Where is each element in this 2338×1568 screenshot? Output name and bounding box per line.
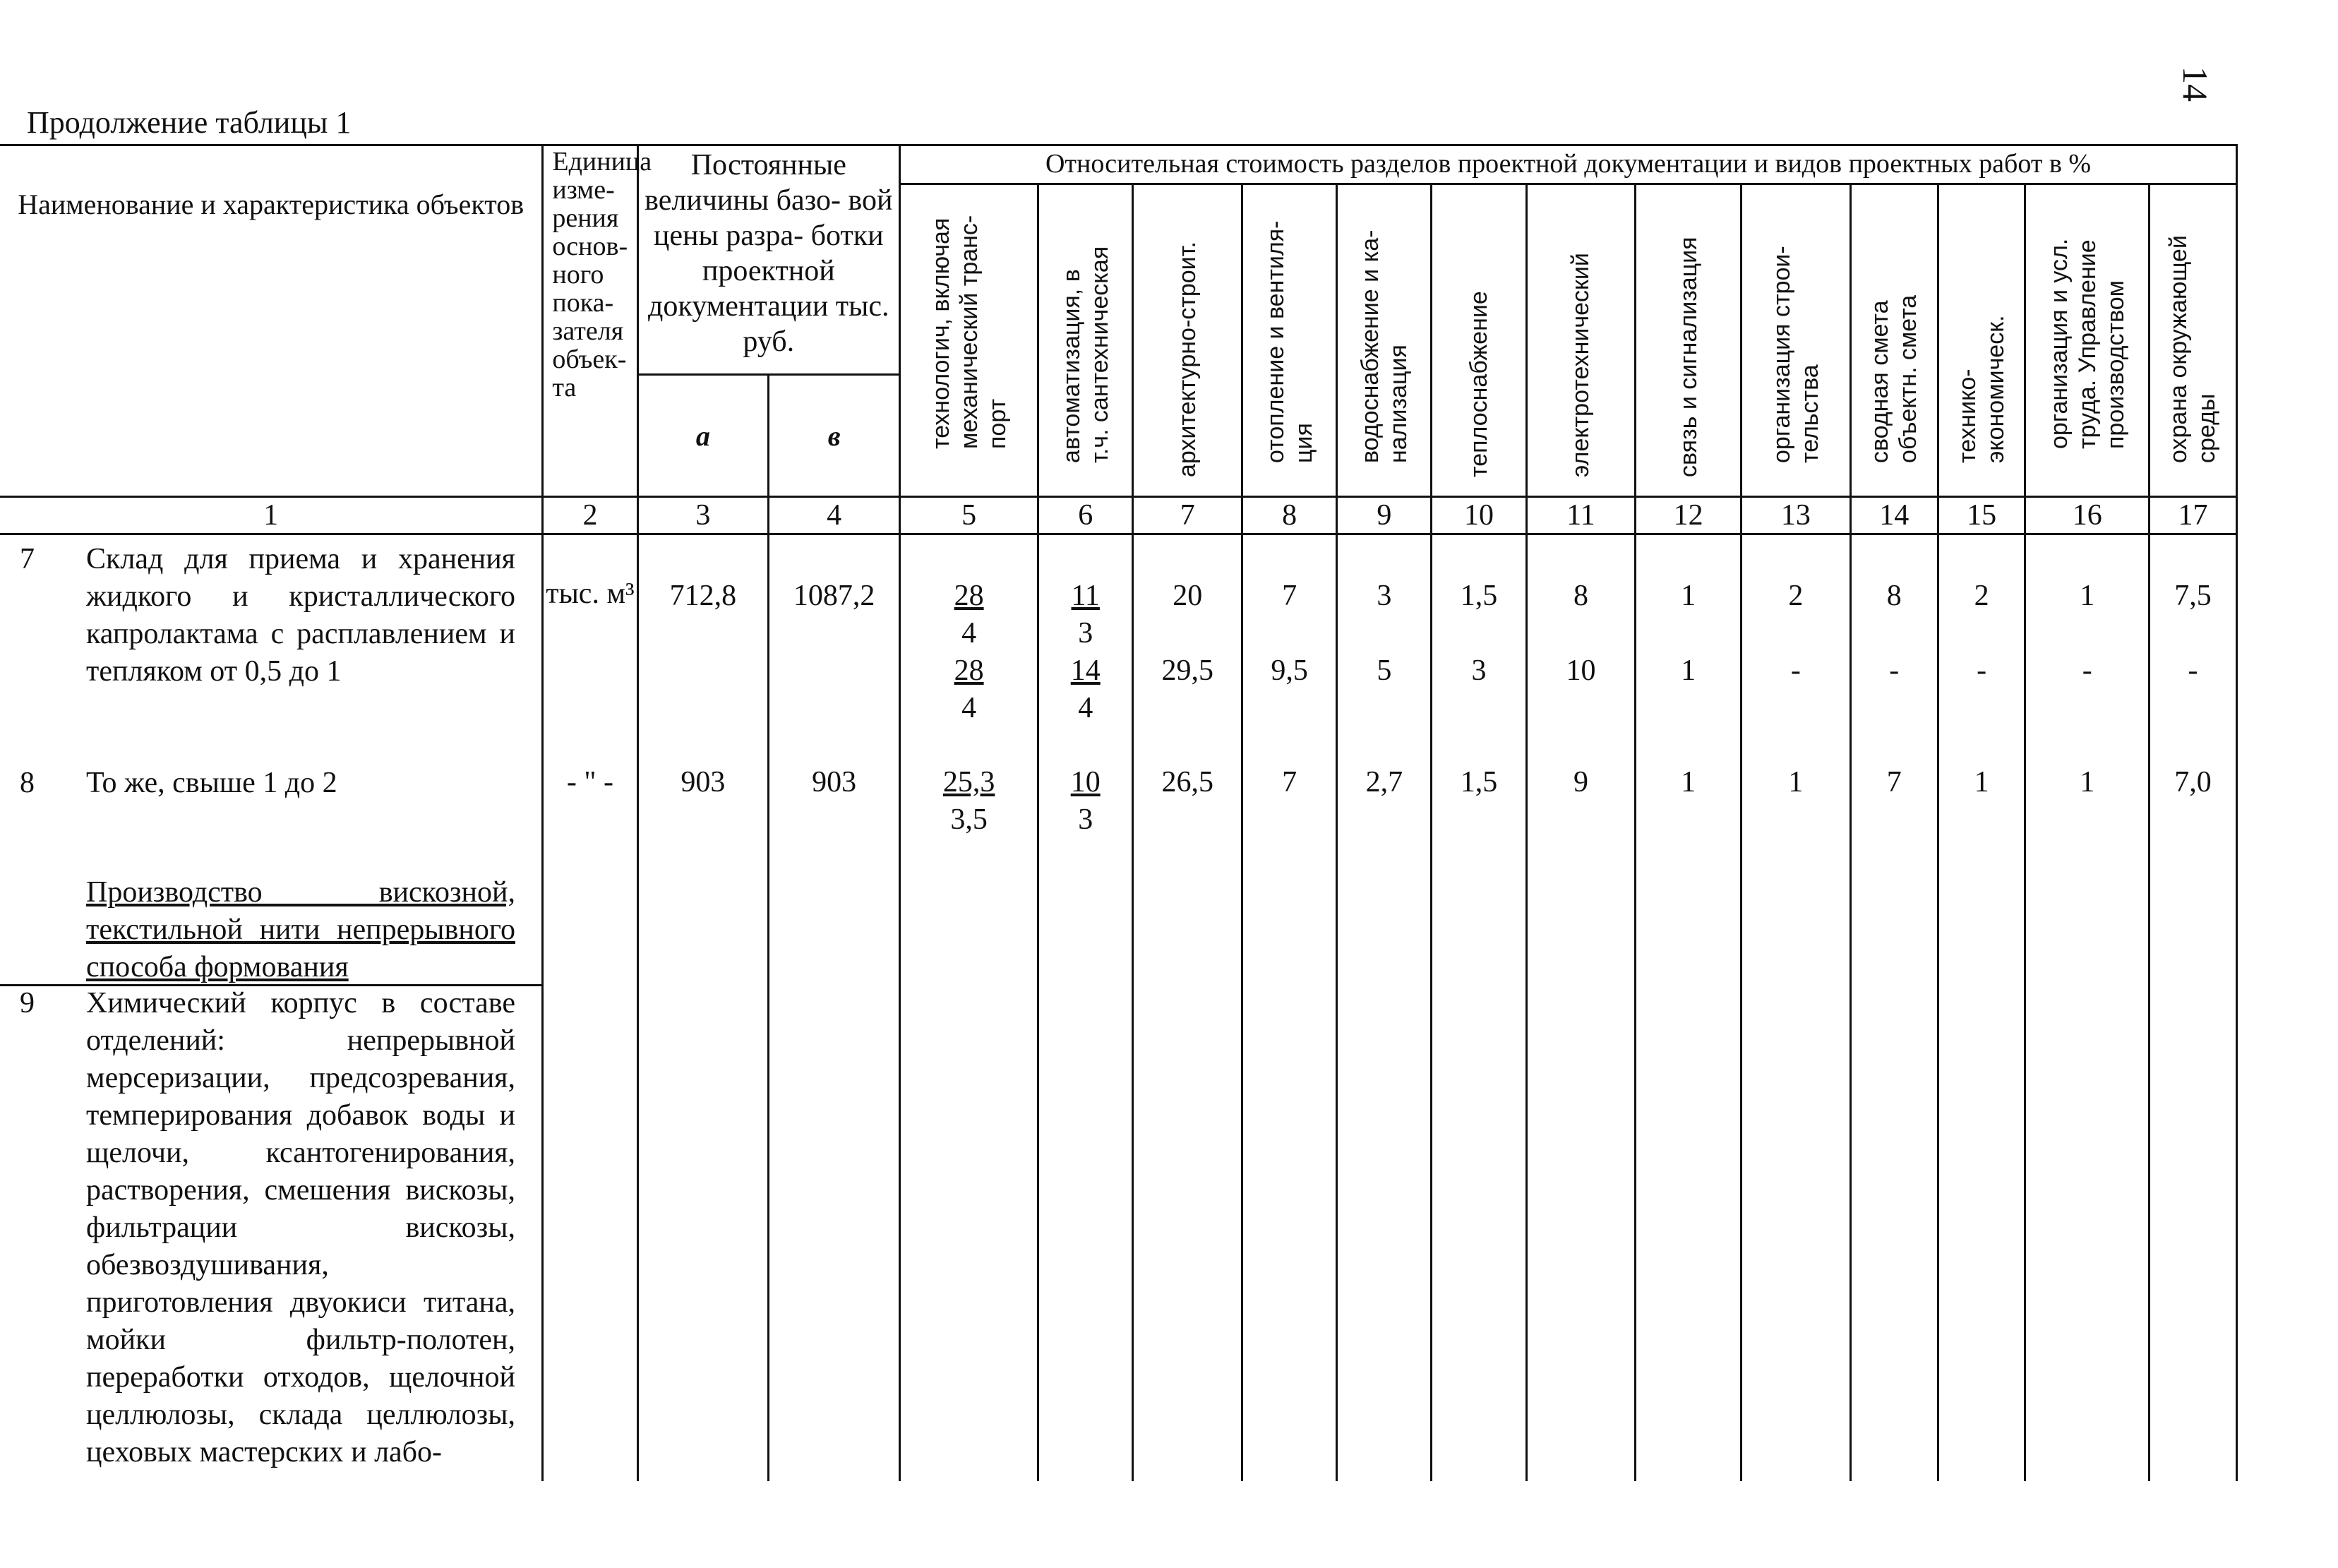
section-header-line: связь и сигнализация xyxy=(1674,237,1702,477)
table-cell xyxy=(769,534,900,1482)
section-header-text xyxy=(1768,246,1824,463)
cell-value: 29,5 xyxy=(1161,654,1213,687)
cell-value: 3 xyxy=(1471,654,1487,687)
section-header-text xyxy=(2164,235,2221,463)
cell-value: 903 xyxy=(681,766,726,798)
section-header-line: т.ч. сантехническая xyxy=(1086,246,1113,463)
column-number: 7 xyxy=(1133,497,1242,534)
section-header-text xyxy=(1953,315,2010,463)
cell-value: 1 xyxy=(2080,580,2095,612)
section-header-12 xyxy=(1636,184,1741,497)
table-row xyxy=(0,534,2237,1482)
table-cell xyxy=(1850,534,1938,1482)
cell-value: - xyxy=(1977,654,1987,687)
section-header-line: производством xyxy=(2102,280,2129,449)
section-header-text xyxy=(1356,230,1413,463)
section-header-line: среды xyxy=(2193,393,2221,463)
cell-value: 3 xyxy=(1377,580,1392,612)
section-header-line: охрана окружающей xyxy=(2165,235,2193,463)
section-header-text xyxy=(1261,221,1318,464)
cell-value: 28 xyxy=(954,580,984,612)
cell-value: 10 xyxy=(1566,654,1596,687)
header-const-a: а xyxy=(637,375,769,497)
table-cell xyxy=(1038,534,1133,1482)
table-caption: Продолжение таблицы 1 xyxy=(27,105,352,140)
section-header-16 xyxy=(2025,184,2149,497)
cell-value: 5 xyxy=(1377,654,1392,687)
column-number: 16 xyxy=(2025,497,2149,534)
section-header-text xyxy=(1173,241,1201,477)
column-number: 6 xyxy=(1038,497,1133,534)
cell-value: 26,5 xyxy=(1161,766,1213,798)
cell-value: 4 xyxy=(961,617,977,650)
row-number: 8 xyxy=(20,767,35,799)
row-name-text: Химический корпус в составе отделений: непрерывной мерсеризации, предсозревания, темперирования добавок воды и щелочи, ксантогенирования, растворения, смешения вискозы, фильтрации вискозы, обезвоздушивания, приготовления двуокиси титана, мойки фильтр-полотен, переработки отходов, щелочной целлюлозы, склада целлюлозы, цеховых мастерских и лабо- xyxy=(86,987,515,1468)
section-header-14 xyxy=(1850,184,1938,497)
section-header-8 xyxy=(1242,184,1337,497)
cell-value: 7 xyxy=(1282,766,1297,798)
cell-value: 7 xyxy=(1886,766,1902,798)
column-number: 9 xyxy=(1337,497,1432,534)
section-header-line: организация и усл. xyxy=(2045,238,2073,449)
section-header-text xyxy=(1674,237,1703,477)
section-header-line: объектн. смета xyxy=(1895,294,1922,463)
cell-value: 3 xyxy=(1078,617,1093,650)
header-row-1 xyxy=(0,145,2237,184)
header-const-b: в xyxy=(769,375,900,497)
cell-value: 1 xyxy=(1681,654,1696,687)
column-number: 17 xyxy=(2149,497,2236,534)
column-number: 8 xyxy=(1242,497,1337,534)
column-number: 11 xyxy=(1526,497,1636,534)
column-number: 4 xyxy=(769,497,900,534)
cell-value: 7 xyxy=(1282,580,1297,612)
section-header-line: нализация xyxy=(1384,345,1412,463)
table-cell xyxy=(1337,534,1432,1482)
section-header-line: ция xyxy=(1290,423,1317,463)
table-cell xyxy=(2149,534,2236,1482)
section-header-line: теплоснабжение xyxy=(1465,291,1492,477)
section-header-line: архитектурно-строит. xyxy=(1174,241,1201,477)
cell-value: 9 xyxy=(1573,766,1588,798)
section-header-text xyxy=(1465,291,1493,477)
table-cell xyxy=(1636,534,1741,1482)
section-header-9 xyxy=(1337,184,1432,497)
section-header-text xyxy=(1566,253,1595,477)
section-header-15 xyxy=(1938,184,2025,497)
section-header-11 xyxy=(1526,184,1636,497)
cell-value: 1 xyxy=(1788,766,1804,798)
cell-value: 8 xyxy=(1573,580,1588,612)
cell-value: 2,7 xyxy=(1365,766,1403,798)
column-number: 12 xyxy=(1636,497,1741,534)
table-cell xyxy=(1432,534,1526,1482)
cell-value: 4 xyxy=(1078,692,1093,724)
table-cell xyxy=(1526,534,1636,1482)
cell-value: 1 xyxy=(1681,580,1696,612)
row-name-text: То же, свыше 1 до 2 xyxy=(86,767,337,799)
section-header-line: сводная смета xyxy=(1866,300,1894,463)
section-header-text xyxy=(2045,239,2130,449)
section-header-10 xyxy=(1432,184,1526,497)
page-number: 14 xyxy=(2176,66,2215,102)
table-cell xyxy=(1242,534,1337,1482)
cell-value: - xyxy=(2082,654,2092,687)
table-cell xyxy=(1938,534,2025,1482)
row-number: 9 xyxy=(20,987,35,1019)
section-header-line: организация строи- xyxy=(1768,246,1795,463)
section-header-line: электротехнический xyxy=(1567,253,1595,477)
cell-value: - xyxy=(1889,654,1900,687)
cell-value: - " - xyxy=(566,766,613,798)
table-cell xyxy=(1133,534,1242,1482)
section-header-line: труда. Управление xyxy=(2073,239,2101,449)
column-number: 15 xyxy=(1938,497,2025,534)
section-header-line: порт xyxy=(983,398,1011,449)
cell-value: 11 xyxy=(1071,580,1100,612)
table-cell xyxy=(2025,534,2149,1482)
section-header-line: водоснабжение и ка- xyxy=(1356,229,1384,463)
section-header-7 xyxy=(1133,184,1242,497)
cell-value: 9,5 xyxy=(1271,654,1308,687)
section-header-line: тельства xyxy=(1796,364,1823,463)
cell-value: 14 xyxy=(1070,654,1101,687)
section-header-line: механический транс- xyxy=(955,215,983,449)
cell-value: 7,5 xyxy=(2174,580,2212,612)
column-number-row xyxy=(0,497,2237,534)
cell-value: 10 xyxy=(1070,766,1101,798)
column-number: 5 xyxy=(900,497,1038,534)
cell-value: 1 xyxy=(1681,766,1696,798)
column-number: 3 xyxy=(637,497,769,534)
cell-value: 20 xyxy=(1173,580,1203,612)
cell-value: 2 xyxy=(1788,580,1804,612)
cell-value: 8 xyxy=(1886,580,1902,612)
column-number: 2 xyxy=(543,497,637,534)
table-cell xyxy=(637,534,769,1482)
row-number: 7 xyxy=(20,543,35,575)
column-number: 14 xyxy=(1850,497,1938,534)
row-divider xyxy=(0,984,541,986)
cell-value: 1,5 xyxy=(1460,766,1498,798)
section-title: Производство вискозной, текстильной нити непрерывного способа формования xyxy=(86,876,515,983)
cell-value: - xyxy=(2188,654,2198,687)
cell-value: 3,5 xyxy=(950,803,988,836)
cell-value: тыс. м³ xyxy=(546,577,635,610)
cell-value: 7,0 xyxy=(2174,766,2212,798)
section-header-line: автоматизация, в xyxy=(1057,269,1085,463)
table-cell xyxy=(543,534,637,1482)
section-header-6 xyxy=(1038,184,1133,497)
section-header-line: технико- xyxy=(1954,369,1982,463)
column-number: 10 xyxy=(1432,497,1526,534)
section-header-13 xyxy=(1741,184,1851,497)
cell-value: - xyxy=(1790,654,1801,687)
cell-value: 2 xyxy=(1974,580,1989,612)
cell-value: 903 xyxy=(812,766,857,798)
cell-value: 1087,2 xyxy=(793,580,875,612)
section-header-line: экономическ. xyxy=(1982,315,2010,463)
cell-value: 1,5 xyxy=(1460,580,1498,612)
cell-value: 712,8 xyxy=(669,580,737,612)
header-unit: Единица изме- рения основ- ного пока- зателя объек- та xyxy=(543,145,637,497)
cell-value: 3 xyxy=(1078,803,1093,836)
table-cell xyxy=(900,534,1038,1482)
cell-value: 28 xyxy=(954,654,984,687)
section-header-5 xyxy=(900,184,1038,497)
cell-value: 1 xyxy=(2080,766,2095,798)
cost-table xyxy=(0,144,2238,1481)
cell-value: 1 xyxy=(1974,766,1989,798)
section-header-text xyxy=(1866,295,1922,463)
column-number: 13 xyxy=(1741,497,1851,534)
header-constants: Постоянные величины базо- вой цены разра- ботки проектной документации тыс. руб. xyxy=(637,145,900,375)
header-relative-cost: Относительная стоимость разделов проектной документации и видов проектных работ в % xyxy=(900,145,2237,184)
table-cell xyxy=(0,534,543,1482)
column-number: 1 xyxy=(0,497,543,534)
section-header-text xyxy=(1057,246,1114,463)
section-header-line: технологич, включая xyxy=(927,217,954,449)
section-header-line: отопление и вентиля- xyxy=(1261,220,1289,463)
cell-value: 25,3 xyxy=(942,766,995,798)
header-name: Наименование и характеристика объектов xyxy=(0,145,543,497)
cell-value: 4 xyxy=(961,692,977,724)
section-header-17 xyxy=(2149,184,2236,497)
row-name-text: Склад для приема и хранения жидкого и кристаллического капролактама с расплавлением и тепляком от 0,5 до 1 xyxy=(86,543,515,688)
table-cell xyxy=(1741,534,1851,1482)
section-header-text xyxy=(927,215,1012,449)
